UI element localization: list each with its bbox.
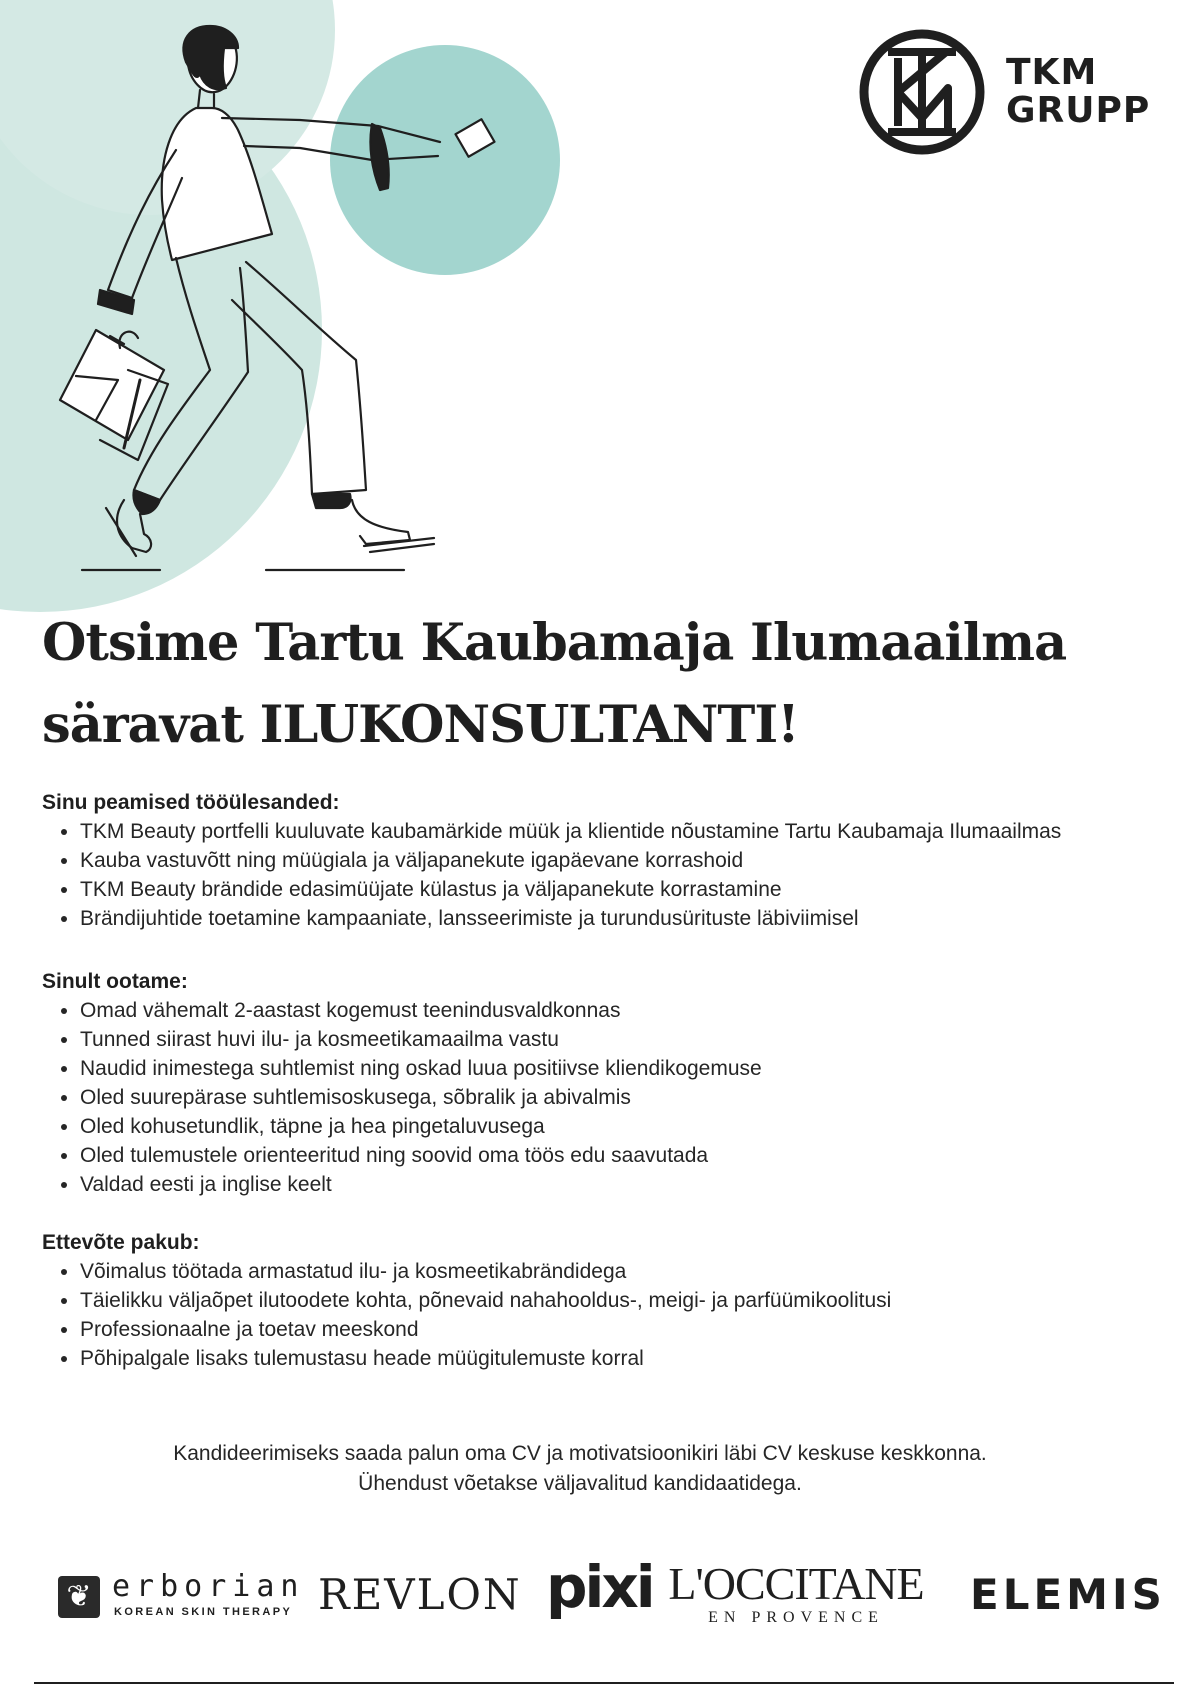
list-item: • TKM Beauty brändide edasimüüjate külastus ja väljapanekute korrastamine <box>80 875 1162 904</box>
page-title <box>42 602 1142 766</box>
title-line-2: säravat ILUKONSULTANTI! <box>42 695 799 755</box>
list-item: • Põhipalgale lisaks tulemustasu heade müügitulemuste korral <box>80 1344 1162 1373</box>
list-item: • Oled tulemustele orienteeritud ning soovid oma töös edu saavutada <box>80 1141 1162 1170</box>
erborian-tagline: KOREAN SKIN THERAPY <box>114 1606 293 1618</box>
offer-list <box>42 1257 1162 1373</box>
loccitane-logo <box>656 1560 936 1628</box>
apply-line-1: Kandideerimiseks saada palun oma CV ja motivatsioonikiri läbi CV keskuse keskkonna. <box>173 1442 987 1465</box>
duties-section <box>42 788 1162 933</box>
list-item: • Valdad eesti ja inglise keelt <box>80 1170 1162 1199</box>
tkm-monogram-icon <box>858 28 988 158</box>
loccitane-subtitle: EN PROVENCE <box>708 1609 884 1626</box>
list-item: • TKM Beauty portfelli kuuluvate kaubamärkide müük ja klientide nõustamine Tartu Kaubamaja Ilumaailmas <box>80 817 1162 846</box>
logo-line-2: GRUPP <box>1006 90 1151 131</box>
loccitane-name: L'OCCITANE <box>668 1558 924 1609</box>
hero-illustration <box>0 0 600 640</box>
list-item: • Professionaalne ja toetav meeskond <box>80 1315 1162 1344</box>
duties-heading: Sinu peamised tööülesanded: <box>42 791 340 814</box>
erborian-logo <box>58 1569 305 1626</box>
list-item: • Kauba vastuvõtt ning müügiala ja väljapanekute igapäevane korrashoid <box>80 846 1162 875</box>
list-item: • Oled suurepärase suhtlemisoskusega, sõbralik ja abivalmis <box>80 1083 1162 1112</box>
list-item: • Brändijuhtide toetamine kampaaniate, lansseerimiste ja turundusürituste läbiviimisel <box>80 904 1162 933</box>
list-item: • Naudid inimestega suhtlemist ning oskad luua positiivse kliendikogemuse <box>80 1054 1162 1083</box>
title-line-1: Otsime Tartu Kaubamaja Ilumaailma <box>42 613 1067 673</box>
offer-heading: Ettevõte pakub: <box>42 1231 200 1254</box>
duties-list <box>42 817 1162 933</box>
erborian-leaf-icon: ❦ <box>58 1576 100 1618</box>
accent-mint-circle <box>330 45 560 275</box>
bottom-divider <box>34 1682 1174 1684</box>
apply-line-2: Ühendust võetakse väljavalitud kandidaatidega. <box>358 1472 802 1495</box>
list-item: • Omad vähemalt 2-aastast kogemust teenindusvaldkonnas <box>80 996 1162 1025</box>
requirements-list <box>42 996 1162 1199</box>
pixi-logo: pixi <box>546 1553 653 1621</box>
list-item: • Tunned siirast huvi ilu- ja kosmeetikamaailma vastu <box>80 1025 1162 1054</box>
logo-wordmark <box>1006 54 1150 130</box>
list-item: • Oled kohusetundlik, täpne ja hea pingetaluvusega <box>80 1112 1162 1141</box>
brand-logos-row <box>0 1540 1200 1660</box>
tkm-grupp-logo <box>858 28 1158 158</box>
requirements-heading: Sinult ootame: <box>42 970 188 993</box>
list-item: • Täielikku väljaõpet ilutoodete kohta, põnevaid nahahooldus-, meigi- ja parfüümikoolitusi <box>80 1286 1162 1315</box>
elemis-logo: ELEMIS <box>970 1570 1166 1619</box>
application-instructions <box>0 1439 1160 1499</box>
logo-line-1: TKM <box>1006 52 1098 93</box>
revlon-logo: REVLON <box>318 1570 522 1619</box>
offer-section <box>42 1228 1162 1373</box>
erborian-name: erborian <box>112 1569 305 1604</box>
list-item: • Võimalus töötada armastatud ilu- ja kosmeetikabrändidega <box>80 1257 1162 1286</box>
requirements-section <box>42 967 1162 1199</box>
